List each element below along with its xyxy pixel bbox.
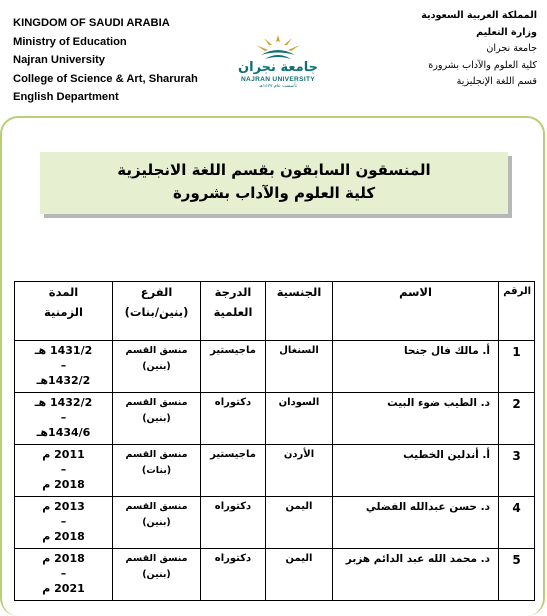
period-dash: – [60, 463, 67, 476]
cell-name: د. حسن عبدالله الفضلي [333, 497, 499, 549]
period-dash: – [60, 515, 67, 528]
cell-nationality: السنغال [266, 341, 333, 393]
cell-degree: دكتوراه [201, 497, 266, 549]
cell-branch-l1: منسق القسم [125, 449, 188, 460]
table-row [15, 497, 535, 549]
logo-tagline: تأسست عام ١٤٢٧هـ [259, 84, 297, 89]
header-en-line: Ministry of Education [13, 35, 127, 48]
header-degree [201, 282, 266, 341]
cell-period [15, 549, 113, 601]
cell-branch-l1: منسق القسم [125, 397, 188, 408]
coordinators-table [14, 281, 535, 601]
header-branch-l2: (بنين/بنات) [124, 305, 189, 319]
table-header-row [15, 282, 535, 341]
cell-num: 1 [499, 341, 535, 393]
logo-english-text: NAJRAN UNIVERSITY [241, 76, 315, 83]
header-degree-l2: العلمية [213, 305, 253, 319]
table-row [15, 445, 535, 497]
header-name: الاسم [333, 282, 499, 341]
cell-nationality: اليمن [266, 497, 333, 549]
header-ar-line: المملكة العربية السعودية [421, 10, 537, 21]
period-end: 1434/6هـ [36, 426, 91, 439]
cell-period [15, 341, 113, 393]
header-ar-line: جامعة نجران [486, 43, 537, 54]
header-period-l1: المدة [48, 285, 79, 299]
header-branch-l1: الفرع [140, 285, 173, 299]
cell-branch-l1: منسق القسم [125, 345, 188, 356]
cell-degree: ماجيستير [201, 341, 266, 393]
cell-degree: دكتوراه [201, 549, 266, 601]
logo-arabic-text: جامعة نجران [238, 60, 318, 75]
period-dash: – [60, 359, 67, 372]
cell-branch-l2: (بنين) [142, 517, 171, 528]
header-en-line: Najran University [13, 54, 106, 66]
cell-num: 4 [499, 497, 535, 549]
header-degree-l1: الدرجة [214, 285, 252, 299]
period-start: 1431/2 هـ [34, 344, 93, 357]
cell-num: 3 [499, 445, 535, 497]
cell-branch [113, 393, 201, 445]
cell-branch-l2: (بنين) [142, 361, 171, 372]
header-ar-line: كلية العلوم والآداب بشرورة [428, 59, 537, 71]
cell-branch [113, 341, 201, 393]
cell-nationality: الأردن [266, 445, 333, 497]
page-title: المنسقون السابقون بقسم اللغة الانجليزية [117, 161, 431, 179]
cell-branch [113, 497, 201, 549]
cell-branch [113, 445, 201, 497]
table-row [15, 393, 535, 445]
header-en-line: English Department [13, 91, 119, 103]
period-start: 2011 م [42, 448, 85, 461]
period-end: 2021 م [42, 582, 85, 595]
period-end: 2018 م [42, 530, 85, 543]
header-ar-line: وزارة التعليم [476, 26, 537, 38]
cell-branch-l2: (بنات) [141, 465, 172, 476]
cell-name: د. الطيب ضوء البيت [333, 393, 499, 445]
header-en-line: KINGDOM OF SAUDI ARABIA [13, 17, 170, 29]
header-nationality: الجنسية [266, 282, 333, 341]
period-end: 1432/2هـ [36, 374, 91, 387]
table-row [15, 341, 535, 393]
cell-branch-l2: (بنين) [142, 569, 171, 580]
cell-num: 2 [499, 393, 535, 445]
cell-period [15, 445, 113, 497]
cell-period [15, 497, 113, 549]
cell-nationality: السودان [266, 393, 333, 445]
cell-name: د. محمد الله عبد الدائم هزبر [333, 549, 499, 601]
cell-branch [113, 549, 201, 601]
period-start: 2018 م [42, 552, 85, 565]
header-branch [113, 282, 201, 341]
university-logo [231, 33, 325, 91]
cell-name: أ. أندلين الخطيب [333, 445, 499, 497]
header-english [13, 14, 198, 107]
cell-degree: ماجيستير [201, 445, 266, 497]
table-row [15, 549, 535, 601]
header-en-line: College of Science & Art, Sharurah [13, 72, 198, 85]
cell-period [15, 393, 113, 445]
header-arabic [421, 8, 537, 91]
title-box [40, 152, 508, 214]
header-period [15, 282, 113, 341]
period-start: 1432/2 هـ [34, 396, 93, 409]
header-num: الرقم [499, 282, 535, 341]
period-dash: – [60, 411, 67, 424]
cell-branch-l1: منسق القسم [125, 553, 188, 564]
period-dash: – [60, 567, 67, 580]
header-ar-line: قسم اللغة الإنجليزية [456, 76, 537, 87]
cell-branch-l1: منسق القسم [125, 501, 188, 512]
page-subtitle: كلية العلوم والآداب بشرورة [172, 184, 376, 202]
cell-nationality: اليمن [266, 549, 333, 601]
cell-degree: دكتوراه [201, 393, 266, 445]
header-period-l2: الزمنية [44, 305, 83, 319]
period-start: 2013 م [42, 500, 85, 513]
cell-num: 5 [499, 549, 535, 601]
period-end: 2018 م [42, 478, 85, 491]
cell-name: أ. مالك فال جنحا [333, 341, 499, 393]
cell-branch-l2: (بنين) [142, 413, 171, 424]
